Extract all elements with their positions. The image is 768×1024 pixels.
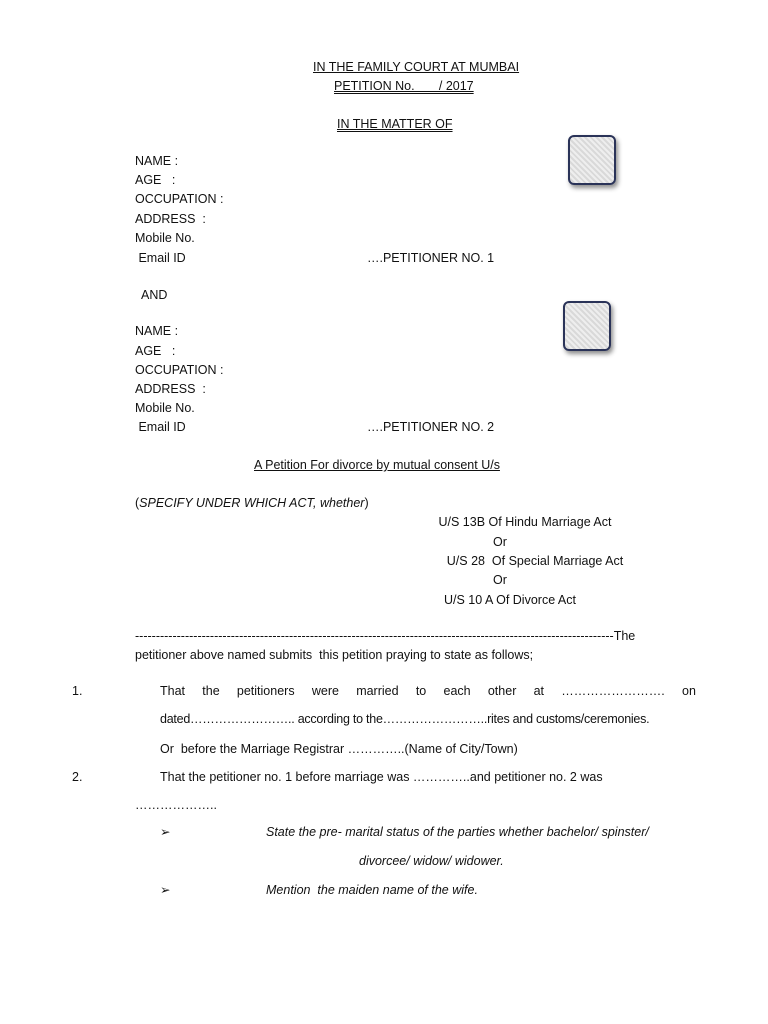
- petitioner-2-mobile-label: Mobile No.: [135, 401, 195, 415]
- specify-open-paren: (: [135, 496, 140, 510]
- item-1-line-1: [160, 683, 696, 699]
- word: other: [487, 684, 517, 698]
- word: on: [682, 684, 696, 698]
- act-option-special: U/S 28 Of Special Marriage Act: [446, 554, 624, 568]
- word: the: [202, 684, 220, 698]
- word: to: [415, 684, 427, 698]
- petition-number: PETITION No. / 2017: [334, 79, 474, 93]
- item-2-line-2: ………………..: [135, 798, 217, 812]
- specify-italic-text: SPECIFY UNDER WHICH ACT, whether: [139, 496, 365, 510]
- petitioner-2-occupation-label: OCCUPATION :: [135, 363, 224, 377]
- item-2-line-1: That the petitioner no. 1 before marriage was …………..and petitioner no. 2 was: [160, 770, 603, 784]
- petitioner-1-address-label: ADDRESS :: [135, 212, 206, 226]
- petitioner-1-mobile-label: Mobile No.: [135, 231, 195, 245]
- word: That: [160, 684, 186, 698]
- petitioner-2-email-label: Email ID: [135, 420, 186, 434]
- word: married: [356, 684, 399, 698]
- bullet-2-line-1: Mention the maiden name of the wife.: [266, 883, 478, 897]
- word: at: [533, 684, 545, 698]
- act-option-hindu: U/S 13B Of Hindu Marriage Act: [438, 515, 612, 529]
- petitioner-1-name-label: NAME :: [135, 154, 179, 168]
- word: petitioners: [236, 684, 295, 698]
- petitioner-2-designation: ….PETITIONER NO. 2: [367, 420, 495, 434]
- act-or-1: Or: [493, 535, 507, 549]
- bullet-arrow-icon: ➢: [160, 883, 171, 897]
- photo-placeholder-petitioner-1: [568, 135, 616, 185]
- act-option-divorce: U/S 10 A Of Divorce Act: [443, 593, 576, 607]
- item-1-line-2: dated…………………….. according to the……………………..rites and customs/ceremonies.: [160, 712, 650, 726]
- petitioner-2-age-label: AGE :: [135, 344, 176, 358]
- blank: …………………….: [561, 684, 665, 698]
- petitioner-1-designation: ….PETITIONER NO. 1: [367, 251, 495, 265]
- bullet-1-line-1: State the pre- marital status of the parties whether bachelor/ spinster/: [266, 825, 649, 839]
- intro-dash-line: -------------------------------------------------------------------------------------------------------------------The: [135, 629, 636, 643]
- word: were: [311, 684, 339, 698]
- item-1-number: 1.: [72, 684, 83, 698]
- word: each: [443, 684, 471, 698]
- bullet-arrow-icon: ➢: [160, 825, 171, 839]
- court-heading: IN THE FAMILY COURT AT MUMBAI: [313, 60, 520, 74]
- intro-statement: petitioner above named submits this petition praying to state as follows;: [135, 648, 534, 662]
- photo-placeholder-petitioner-2: [563, 301, 611, 351]
- act-or-2: Or: [493, 573, 507, 587]
- petitioner-1-occupation-label: OCCUPATION :: [135, 192, 224, 206]
- petitioner-1-email-label: Email ID: [135, 251, 186, 265]
- petitioner-2-address-label: ADDRESS :: [135, 382, 206, 396]
- specify-act-note: [135, 495, 369, 511]
- specify-close-paren: ): [364, 496, 369, 510]
- and-separator: AND: [141, 288, 168, 302]
- petitioner-2-name-label: NAME :: [135, 324, 179, 338]
- petitioner-1-age-label: AGE :: [135, 173, 176, 187]
- petition-title: A Petition For divorce by mutual consent U/s: [254, 458, 500, 472]
- item-2-number: 2.: [72, 770, 83, 784]
- in-the-matter-heading: IN THE MATTER OF: [337, 117, 453, 131]
- item-1-line-3: Or before the Marriage Registrar …………..(Name of City/Town): [160, 742, 518, 756]
- bullet-1-line-2: divorcee/ widow/ widower.: [359, 854, 504, 868]
